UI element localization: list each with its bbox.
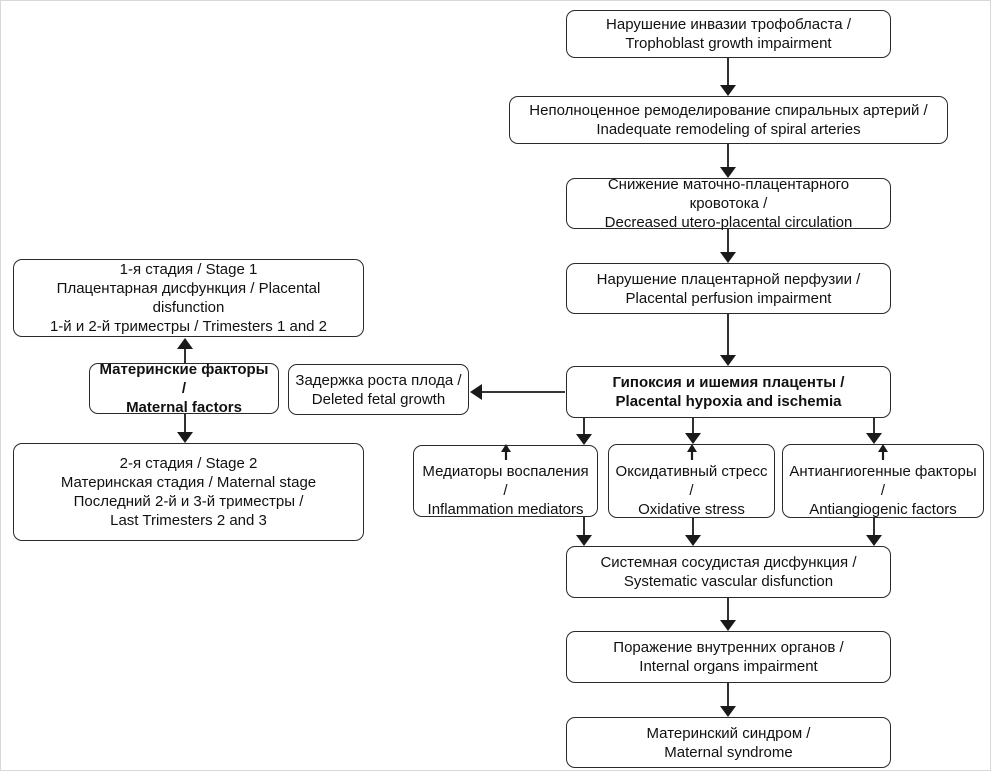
arrow-hypoxia-to-antiangiogenic [866, 418, 882, 444]
increase-arrow-icon [874, 443, 892, 460]
box-trophoblast-invasion [566, 10, 891, 58]
box-line-ru: Гипоксия и ишемия плаценты / [612, 374, 845, 391]
box-stage1 [13, 259, 364, 337]
arrow-hypoxia-to-mediators [576, 418, 592, 445]
box-line-en: Maternal factors [126, 399, 242, 416]
box-line-en: Placental hypoxia and ischemia [615, 393, 842, 410]
box-placental-hypoxia [566, 366, 891, 418]
arrow-perfusion-to-hypoxia [720, 314, 736, 366]
box-line-ru: Нарушение плацентарной перфузии / [596, 270, 861, 288]
box-line-en: Decreased utero-placental circulation [604, 214, 853, 231]
arrow-trophoblast-to-spiral [720, 58, 736, 96]
box-stage2 [13, 443, 364, 541]
box-line-en: Deleted fetal growth [311, 390, 446, 408]
box-placental-perfusion [566, 263, 891, 314]
arrow-systemic-to-internal [720, 598, 736, 631]
box-line-en: Placental perfusion impairment [625, 289, 832, 307]
box-line-en: Systematic vascular disfunction [623, 573, 834, 590]
box-spiral-arteries-remodeling [509, 96, 948, 144]
arrow-internal-to-syndrome [720, 683, 736, 717]
arrow-hypoxia-to-oxidative [685, 418, 701, 444]
box-line-ru: Системная сосудистая дисфункция / [600, 554, 857, 571]
box-line-ru: Поражение внутренних органов / [613, 639, 844, 656]
box-line: 1-й и 2-й триместры / Trimesters 1 and 2 [49, 318, 328, 335]
box-line-ru: Снижение маточно-плацентарного кровотока / [607, 176, 850, 212]
arrow-maternal-factors-to-stage2 [177, 414, 193, 443]
box-line: Последний 2-й и 3-й триместры / [73, 493, 304, 510]
box-line-en: Oxidative stress [638, 501, 745, 518]
arrow-hypoxia-to-fetal-growth [470, 384, 565, 400]
box-line: 1-я стадия / Stage 1 [119, 261, 258, 278]
box-line-en: Trophoblast growth impairment [625, 35, 832, 52]
box-systemic-vascular-dysfunction [566, 546, 891, 598]
box-line-ru: Медиаторы воспаления / [422, 463, 589, 499]
arrow-utero-to-perfusion [720, 229, 736, 263]
box-line-ru: Нарушение инвазии трофобласта / [606, 16, 851, 33]
box-oxidative-stress [608, 444, 775, 518]
box-internal-organs-impairment [566, 631, 891, 683]
box-line-ru: Неполноценное ремоделирование спиральных артерий / [529, 102, 928, 119]
box-line-ru: Задержка роста плода / [295, 371, 462, 389]
box-line-ru: Материнский синдром / [646, 724, 811, 742]
box-line: Last Trimesters 2 and 3 [110, 512, 267, 529]
box-fetal-growth-restriction [288, 364, 469, 415]
arrow-antiangiogenic-to-systemic [866, 518, 882, 546]
box-line-en: Antiangiogenic factors [809, 501, 957, 518]
box-line: Материнская стадия / Maternal stage [60, 474, 317, 491]
box-line-ru: Антиангиогенные факторы / [789, 463, 977, 499]
box-line-en: Internal organs impairment [639, 658, 818, 675]
box-line: Плацентарная дисфункция / Placental disfunction [56, 280, 321, 316]
arrow-spiral-to-utero [720, 144, 736, 178]
box-line-ru: Материнские факторы / [99, 361, 269, 397]
box-line-en: Inflammation mediators [427, 501, 584, 518]
box-line-en: Inadequate remodeling of spiral arteries [596, 121, 861, 138]
arrow-oxidative-to-systemic [685, 518, 701, 546]
box-inflammation-mediators [413, 445, 598, 517]
arrow-mediators-to-systemic [576, 517, 592, 546]
box-line: 2-я стадия / Stage 2 [119, 455, 258, 472]
box-maternal-factors [89, 363, 279, 414]
box-antiangiogenic-factors [782, 444, 984, 518]
increase-arrow-icon [683, 443, 701, 460]
box-line-en: Maternal syndrome [664, 743, 793, 761]
box-maternal-syndrome [566, 717, 891, 768]
increase-arrow-icon [497, 443, 515, 460]
box-utero-placental-circulation [566, 178, 891, 229]
box-line-ru: Оксидативный стресс / [615, 463, 768, 499]
